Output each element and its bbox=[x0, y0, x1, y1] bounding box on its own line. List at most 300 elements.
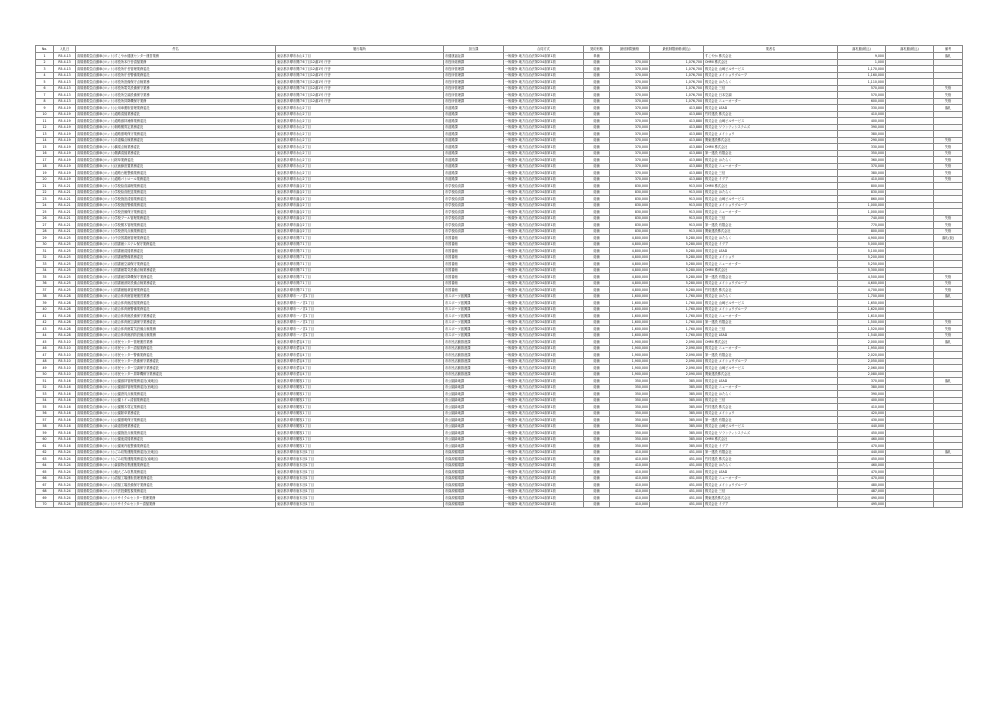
cell-bid-amount-1: 5,200,000 bbox=[838, 254, 886, 261]
cell-min-price: 350,000 bbox=[610, 391, 650, 398]
cell-min-price-tax: 413,880 bbox=[650, 163, 704, 170]
cell-no: 64 bbox=[36, 462, 54, 469]
cell-contract-method: 一般競争 地方自治法第234条第1項 bbox=[504, 79, 584, 86]
cell-remarks: 失格 bbox=[934, 319, 963, 326]
cell-subject: 高規格救急自動車(ヨット)市民センター管理運営業務 bbox=[76, 339, 276, 346]
cell-location: 東京都多摩市落合2丁目 bbox=[276, 215, 444, 222]
cell-subject: 高規格救急自動車(ヨット)緑道管理業務委託 bbox=[76, 423, 276, 430]
cell-subject: 高規格救急自動車(ヨット)道路照明保守業務委託 bbox=[76, 131, 276, 138]
cell-bid-amount-1: 860,000 bbox=[838, 196, 886, 203]
cell-no: 34 bbox=[36, 267, 54, 274]
cell-no: 69 bbox=[36, 495, 54, 502]
cell-bid-date: R5.4.13 bbox=[54, 79, 76, 86]
cell-vendor: 株式会社 メイショウグループ bbox=[704, 482, 838, 489]
cell-vendor: 関東建設株式会社 bbox=[704, 495, 838, 502]
cell-bid-amount-1: 370,000 bbox=[838, 163, 886, 170]
cell-bid-amount-1: 450,000 bbox=[838, 456, 886, 463]
cell-no: 8 bbox=[36, 98, 54, 105]
cell-department: 市道路課 bbox=[444, 163, 504, 170]
cell-bid-amount-1: 470,000 bbox=[838, 469, 886, 476]
cell-department: 市公園緑地課 bbox=[444, 417, 504, 424]
cell-department: 市役所管理課 bbox=[444, 85, 504, 92]
cell-department: 市市民活動推進課 bbox=[444, 358, 504, 365]
cell-bid-amount-1: 2,080,000 bbox=[838, 371, 886, 378]
cell-min-price: 1,900,000 bbox=[610, 339, 650, 346]
cell-contract-type: 総価 bbox=[584, 280, 610, 287]
cell-contract-type: 総価 bbox=[584, 144, 610, 151]
cell-no: 33 bbox=[36, 261, 54, 268]
cell-remarks: 落札 bbox=[934, 449, 963, 456]
cell-vendor: 第一建設 有限会社 bbox=[704, 222, 838, 229]
cell-no: 58 bbox=[36, 423, 54, 430]
cell-bid-date: R5.4.19 bbox=[54, 118, 76, 125]
cell-contract-method: 一般競争 地方自治法第234条第1項 bbox=[504, 59, 584, 66]
cell-remarks: 落札(仮) bbox=[934, 235, 963, 242]
cell-min-price-tax: 913,000 bbox=[650, 209, 704, 216]
cell-bid-amount-1: 330,000 bbox=[838, 144, 886, 151]
cell-contract-method: 一般競争 地方自治法第234条第1項 bbox=[504, 404, 584, 411]
cell-bid-amount-1: 5,100,000 bbox=[838, 248, 886, 255]
cell-department: 市健康福祉課 bbox=[444, 53, 504, 60]
cell-no: 1 bbox=[36, 53, 54, 60]
cell-department: 市道路課 bbox=[444, 111, 504, 118]
cell-remarks: 失格 bbox=[934, 215, 963, 222]
cell-location: 東京都多摩市関戸6丁目12番1号 庁舎 bbox=[276, 98, 444, 105]
cell-contract-method: 一般競争 地方自治法第234条第1項 bbox=[504, 248, 584, 255]
cell-bid-amount-1: 4,900,000 bbox=[838, 235, 886, 242]
cell-min-price: 4,800,000 bbox=[610, 274, 650, 281]
cell-department: 市スポーツ振興課 bbox=[444, 300, 504, 307]
cell-department: 市市民活動推進課 bbox=[444, 339, 504, 346]
cell-min-price-tax: 385,000 bbox=[650, 384, 704, 391]
cell-contract-type: 総価 bbox=[584, 235, 610, 242]
cell-min-price-tax: 1,076,700 bbox=[650, 79, 704, 86]
cell-vendor: すこやか 株式会社 bbox=[704, 53, 838, 60]
cell-min-price: 410,000 bbox=[610, 462, 650, 469]
cell-bid-date: R5.4.25 bbox=[54, 280, 76, 287]
cell-contract-method: 一般競争 地方自治法第234条第1項 bbox=[504, 378, 584, 385]
cell-contract-type: 総価 bbox=[584, 189, 610, 196]
cell-bid-date: R5.4.19 bbox=[54, 157, 76, 164]
cell-subject: 高規格救急自動車(ヨット)総合体育館設備保守業務委託 bbox=[76, 313, 276, 320]
cell-bid-amount-1: 410,000 bbox=[838, 176, 886, 183]
cell-min-price-tax: 5,280,000 bbox=[650, 241, 704, 248]
cell-min-price-tax: 385,000 bbox=[650, 423, 704, 430]
cell-min-price-tax: 385,000 bbox=[650, 410, 704, 417]
cell-vendor: 株式会社 はたらく bbox=[704, 235, 838, 242]
cell-contract-method: 一般競争 地方自治法第234条第1項 bbox=[504, 371, 584, 378]
cell-no: 2 bbox=[36, 59, 54, 66]
cell-min-price-tax: 2,090,000 bbox=[650, 352, 704, 359]
cell-location: 東京都多摩市一ノ宮1丁目 bbox=[276, 300, 444, 307]
cell-min-price: 370,000 bbox=[610, 72, 650, 79]
cell-contract-type: 総価 bbox=[584, 352, 610, 359]
cell-bid-amount-1: 1,110,000 bbox=[838, 79, 886, 86]
cell-subject: 高規格救急自動車(ヨット)道路パトロール業務委託 bbox=[76, 176, 276, 183]
cell-bid-date: R5.5.10 bbox=[54, 345, 76, 352]
cell-bid-amount-1: 410,000 bbox=[838, 404, 886, 411]
cell-vendor: 第一建設 有限会社 bbox=[704, 319, 838, 326]
cell-bid-amount-1: 480,000 bbox=[838, 482, 886, 489]
cell-subject: 高規格救急自動車(ヨット)市役所昇降機保守業務 bbox=[76, 98, 276, 105]
cell-no: 43 bbox=[36, 326, 54, 333]
cell-contract-type: 総価 bbox=[584, 105, 610, 112]
cell-location: 東京都多摩市唐木田1丁目 bbox=[276, 449, 444, 456]
cell-contract-type: 総価 bbox=[584, 241, 610, 248]
cell-bid-amount-1: 1,000 bbox=[838, 59, 886, 66]
cell-location: 東京都多摩市唐木田1丁目 bbox=[276, 482, 444, 489]
cell-min-price-tax: 1,760,000 bbox=[650, 300, 704, 307]
cell-vendor: 株式会社 ニューオーター bbox=[704, 475, 838, 482]
cell-contract-type: 総価 bbox=[584, 79, 610, 86]
cell-no: 44 bbox=[36, 332, 54, 339]
cell-bid-date: R5.5.16 bbox=[54, 423, 76, 430]
cell-location: 東京都多摩市落合2丁目 bbox=[276, 209, 444, 216]
cell-department: 市公園緑地課 bbox=[444, 391, 504, 398]
cell-contract-type: 総価 bbox=[584, 170, 610, 177]
cell-vendor: 竹村建設 株式会社 bbox=[704, 456, 838, 463]
cell-bid-date: R5.4.13 bbox=[54, 66, 76, 73]
cell-min-price-tax: 413,880 bbox=[650, 176, 704, 183]
cell-vendor: 株式会社 ニューオーター bbox=[704, 384, 838, 391]
cell-min-price: 1,600,000 bbox=[610, 326, 650, 333]
cell-location: 東京都多摩市関戸6丁目12番1号 庁舎 bbox=[276, 79, 444, 86]
cell-subject: 高規格救急自動車(ヨット)街路樹剪定業務委託 bbox=[76, 124, 276, 131]
cell-min-price-tax: 5,280,000 bbox=[650, 274, 704, 281]
cell-min-price: 830,000 bbox=[610, 196, 650, 203]
cell-min-price: 370,000 bbox=[610, 170, 650, 177]
cell-subject: 高規格救急自動車(ヨット)図書館植栽管理業務委託 bbox=[76, 287, 276, 294]
cell-bid-date: R5.4.21 bbox=[54, 215, 76, 222]
cell-remarks: 失格 bbox=[934, 150, 963, 157]
cell-no: 57 bbox=[36, 417, 54, 424]
cell-contract-type: 総価 bbox=[584, 430, 610, 437]
cell-bid-date: R5.4.19 bbox=[54, 150, 76, 157]
cell-min-price: 830,000 bbox=[610, 189, 650, 196]
cell-department: 市公園緑地課 bbox=[444, 436, 504, 443]
cell-subject: 高規格救急自動車(ヨット)学校施設清掃業務委託 bbox=[76, 196, 276, 203]
cell-bid-date: R5.4.19 bbox=[54, 170, 76, 177]
cell-vendor: 株式会社 LEAD bbox=[704, 332, 838, 339]
cell-bid-date: R5.5.24 bbox=[54, 501, 76, 508]
cell-bid-date: R5.5.24 bbox=[54, 456, 76, 463]
cell-vendor: 株式会社 ワランティシステムズ bbox=[704, 430, 838, 437]
cell-location: 東京都多摩市愛宕4丁目 bbox=[276, 345, 444, 352]
cell-min-price-tax: 913,000 bbox=[650, 183, 704, 190]
cell-location: 東京都多摩市一ノ宮1丁目 bbox=[276, 332, 444, 339]
cell-department: 市公園緑地課 bbox=[444, 430, 504, 437]
cell-no: 16 bbox=[36, 150, 54, 157]
cell-department: 市役所総務課 bbox=[444, 59, 504, 66]
cell-no: 53 bbox=[36, 391, 54, 398]
cell-bid-date: R5.5.10 bbox=[54, 365, 76, 372]
cell-vendor: 第一建設 有限会社 bbox=[704, 449, 838, 456]
cell-bid-amount-1: 420,000 bbox=[838, 410, 886, 417]
cell-min-price: 830,000 bbox=[610, 228, 650, 235]
cell-bid-amount-2 bbox=[886, 501, 934, 508]
cell-bid-amount-1: 487,000 bbox=[838, 488, 886, 495]
cell-department: 市道路課 bbox=[444, 124, 504, 131]
cell-min-price: 350,000 bbox=[610, 430, 650, 437]
cell-contract-method: 一般競争 地方自治法第234条第1項 bbox=[504, 176, 584, 183]
cell-vendor: 関東建設株式会社 bbox=[704, 371, 838, 378]
cell-min-price: 370,000 bbox=[610, 131, 650, 138]
cell-location: 東京都多摩市落合2丁目 bbox=[276, 183, 444, 190]
cell-vendor: 株式会社 三信 bbox=[704, 170, 838, 177]
cell-department: 市学校給食課 bbox=[444, 209, 504, 216]
cell-bid-amount-1: 390,000 bbox=[838, 124, 886, 131]
cell-vendor: 株式会社 メイショウ bbox=[704, 254, 838, 261]
cell-no: 60 bbox=[36, 436, 54, 443]
cell-subject: 高規格救急自動車(ヨット)公園トイレ清掃業務委託 bbox=[76, 397, 276, 404]
cell-bid-amount-1: 360,000 bbox=[838, 157, 886, 164]
cell-contract-method: 一般競争 地方自治法第234条第1項 bbox=[504, 417, 584, 424]
cell-no: 39 bbox=[36, 300, 54, 307]
cell-remarks: 失格 bbox=[934, 228, 963, 235]
cell-no: 32 bbox=[36, 254, 54, 261]
cell-min-price: 1,900,000 bbox=[610, 345, 650, 352]
cell-location: 東京都多摩市関戸6丁目12番1号 庁舎 bbox=[276, 92, 444, 99]
cell-no: 18 bbox=[36, 163, 54, 170]
cell-min-price: 350,000 bbox=[610, 378, 650, 385]
cell-bid-amount-1: 350,000 bbox=[838, 150, 886, 157]
cell-subject: 高規格救急自動車(ヨット)公園照明保守業務委託 bbox=[76, 417, 276, 424]
cell-department: 市役所管理課 bbox=[444, 92, 504, 99]
cell-subject: 高規格救急自動車(ヨット)総合体育館電気設備点検業務 bbox=[76, 326, 276, 333]
cell-bid-date: R5.4.28 bbox=[54, 326, 76, 333]
header-contract-type: 契約形態 bbox=[584, 46, 610, 53]
cell-subject: 高規格救急自動車(ヨット)市役所電気設備保守業務 bbox=[76, 85, 276, 92]
cell-bid-amount-1: 450,000 bbox=[838, 430, 886, 437]
cell-location: 東京都多摩市関戸6丁目12番1号 庁舎 bbox=[276, 59, 444, 66]
cell-min-price-tax: 385,000 bbox=[650, 443, 704, 450]
cell-vendor: 株式会社 LEAD bbox=[704, 378, 838, 385]
cell-location: 東京都多摩市鶴牧1丁目 bbox=[276, 443, 444, 450]
cell-min-price-tax: 913,000 bbox=[650, 215, 704, 222]
cell-contract-method: 一般競争 地方自治法第234条第1項 bbox=[504, 293, 584, 300]
cell-contract-method: 一般競争 地方自治法第234条第1項 bbox=[504, 111, 584, 118]
cell-contract-method: 一般競争 地方自治法第234条第1項 bbox=[504, 254, 584, 261]
cell-vendor: 株式会社 メイショウグループ bbox=[704, 280, 838, 287]
cell-contract-type: 総価 bbox=[584, 475, 610, 482]
cell-no: 10 bbox=[36, 111, 54, 118]
cell-remarks: 失格 bbox=[934, 280, 963, 287]
cell-subject: 高規格救急自動車(ヨット)学校給食配送業務委託 bbox=[76, 189, 276, 196]
cell-contract-type: 総価 bbox=[584, 423, 610, 430]
cell-bid-amount-1: 410,000 bbox=[838, 111, 886, 118]
cell-bid-date: R5.4.19 bbox=[54, 124, 76, 131]
cell-department: 市市民活動推進課 bbox=[444, 352, 504, 359]
cell-contract-method: 一般競争 地方自治法第234条第1項 bbox=[504, 469, 584, 476]
cell-min-price: 1,600,000 bbox=[610, 306, 650, 313]
cell-vendor: 株式会社 山崎ビルサービス bbox=[704, 66, 838, 73]
cell-contract-type: 総価 bbox=[584, 313, 610, 320]
cell-vendor: 株式会社 イデア bbox=[704, 443, 838, 450]
cell-subject: 高規格救急自動車(ヨット)リサイクルセンター清掃業務 bbox=[76, 501, 276, 508]
cell-vendor: 株式会社 はたらく bbox=[704, 79, 838, 86]
cell-subject: 高規格救急自動車(ヨット)公用車運転管理業務委託 bbox=[76, 105, 276, 112]
cell-bid-amount-1: 390,000 bbox=[838, 391, 886, 398]
cell-no: 48 bbox=[36, 358, 54, 365]
cell-bid-amount-1: 380,000 bbox=[838, 384, 886, 391]
cell-min-price: 370,000 bbox=[610, 66, 650, 73]
cell-contract-type: 総価 bbox=[584, 384, 610, 391]
cell-bid-amount-1: 440,000 bbox=[838, 449, 886, 456]
cell-contract-method: 一般競争 地方自治法第234条第1項 bbox=[504, 92, 584, 99]
cell-subject: 高規格救急自動車(ヨット)除草業務委託 bbox=[76, 157, 276, 164]
cell-bid-amount-1: 570,000 bbox=[838, 85, 886, 92]
cell-contract-type: 総価 bbox=[584, 137, 610, 144]
cell-vendor: 株式会社 メイショウグループ bbox=[704, 72, 838, 79]
cell-contract-type: 単価 bbox=[584, 53, 610, 60]
cell-min-price-tax: 913,000 bbox=[650, 202, 704, 209]
cell-location: 東京都多摩市永山2丁目 bbox=[276, 131, 444, 138]
cell-min-price: 830,000 bbox=[610, 222, 650, 229]
cell-contract-type: 総価 bbox=[584, 410, 610, 417]
cell-location: 東京都多摩市永山2丁目 bbox=[276, 144, 444, 151]
cell-department: 市道路課 bbox=[444, 118, 504, 125]
cell-subject: 高規格救急自動車(ヨット)公園維持管理業務委託(西地区) bbox=[76, 384, 276, 391]
header-location: 履行場所 bbox=[276, 46, 444, 53]
cell-vendor: 株式会社 山崎ビルサービス bbox=[704, 300, 838, 307]
cell-subject: 高規格救急自動車(ヨット)総合体育館管理運営業務 bbox=[76, 293, 276, 300]
cell-bid-amount-1: 800,000 bbox=[838, 228, 886, 235]
cell-no: 61 bbox=[36, 443, 54, 450]
cell-bid-date: R5.4.28 bbox=[54, 293, 76, 300]
cell-contract-method: 一般競争 地方自治法第234条第1項 bbox=[504, 53, 584, 60]
cell-department: 市役所管理課 bbox=[444, 72, 504, 79]
cell-bid-date: R5.5.24 bbox=[54, 488, 76, 495]
cell-contract-method: 一般競争 地方自治法第234条第1項 bbox=[504, 501, 584, 508]
cell-no: 23 bbox=[36, 196, 54, 203]
cell-department: 市道路課 bbox=[444, 150, 504, 157]
cell-remarks: 失格 bbox=[934, 157, 963, 164]
cell-contract-type: 総価 bbox=[584, 436, 610, 443]
cell-no: 67 bbox=[36, 482, 54, 489]
cell-no: 15 bbox=[36, 144, 54, 151]
cell-bid-date: R5.5.24 bbox=[54, 462, 76, 469]
cell-location: 東京都多摩市唐木田1丁目 bbox=[276, 495, 444, 502]
cell-bid-date: R5.4.19 bbox=[54, 137, 76, 144]
cell-contract-type: 総価 bbox=[584, 417, 610, 424]
cell-department: 市資源循環課 bbox=[444, 475, 504, 482]
cell-contract-type: 総価 bbox=[584, 202, 610, 209]
cell-bid-amount-1: 460,000 bbox=[838, 436, 886, 443]
cell-no: 59 bbox=[36, 430, 54, 437]
cell-bid-amount-1: 740,000 bbox=[838, 215, 886, 222]
cell-contract-type: 総価 bbox=[584, 449, 610, 456]
cell-min-price-tax: 1,760,000 bbox=[650, 332, 704, 339]
cell-contract-type: 総価 bbox=[584, 254, 610, 261]
cell-bid-amount-1: 1,700,000 bbox=[838, 293, 886, 300]
cell-contract-type: 総価 bbox=[584, 98, 610, 105]
cell-location: 東京都多摩市関戸1丁目 bbox=[276, 287, 444, 294]
cell-bid-amount-1: 4,500,000 bbox=[838, 274, 886, 281]
cell-subject: 高規格救急自動車(ヨット)市役所庁舎管理業務委託 bbox=[76, 66, 276, 73]
cell-department: 市学校給食課 bbox=[444, 183, 504, 190]
cell-bid-date: R5.5.24 bbox=[54, 495, 76, 502]
cell-min-price-tax: 385,000 bbox=[650, 397, 704, 404]
cell-department: 市資源循環課 bbox=[444, 462, 504, 469]
cell-no: 26 bbox=[36, 215, 54, 222]
cell-min-price-tax: 2,090,000 bbox=[650, 339, 704, 346]
cell-vendor: 株式会社 メイショウグループ bbox=[704, 306, 838, 313]
cell-department: 市市民活動推進課 bbox=[444, 345, 504, 352]
cell-subject: 高規格救急自動車(ヨット)公園除草業務委託 bbox=[76, 410, 276, 417]
cell-subject: 高規格救急自動車(ヨット)学校遊具点検業務委託 bbox=[76, 228, 276, 235]
cell-min-price-tax: 5,280,000 bbox=[650, 254, 704, 261]
cell-no: 5 bbox=[36, 79, 54, 86]
cell-min-price-tax: 385,000 bbox=[650, 436, 704, 443]
cell-vendor: 第一建設 有限会社 bbox=[704, 150, 838, 157]
cell-contract-type: 総価 bbox=[584, 391, 610, 398]
cell-min-price-tax: 1,760,000 bbox=[650, 293, 704, 300]
cell-location: 東京都多摩市唐木田1丁目 bbox=[276, 462, 444, 469]
cell-contract-type: 総価 bbox=[584, 365, 610, 372]
cell-min-price: 4,800,000 bbox=[610, 248, 650, 255]
cell-contract-method: 一般競争 地方自治法第234条第1項 bbox=[504, 443, 584, 450]
cell-remarks: 落札 bbox=[934, 339, 963, 346]
cell-contract-method: 一般競争 地方自治法第234条第1項 bbox=[504, 157, 584, 164]
cell-bid-date: R5.4.21 bbox=[54, 228, 76, 235]
cell-subject: 高規格救急自動車(ヨット)市役所設備保守点検業務 bbox=[76, 79, 276, 86]
cell-min-price-tax: 5,280,000 bbox=[650, 261, 704, 268]
cell-vendor: 株式会社 メイショウ bbox=[704, 131, 838, 138]
cell-department: 市資源循環課 bbox=[444, 456, 504, 463]
cell-contract-method: 一般競争 地方自治法第234条第1項 bbox=[504, 449, 584, 456]
cell-min-price: 410,000 bbox=[610, 495, 650, 502]
cell-subject: 高規格救急自動車(ヨット)すこやか健康センター運営業務 bbox=[76, 53, 276, 60]
cell-min-price-tax: 385,000 bbox=[650, 391, 704, 398]
cell-bid-amount-1: 470,000 bbox=[838, 475, 886, 482]
cell-min-price-tax: 413,880 bbox=[650, 124, 704, 131]
cell-bid-date: R5.4.25 bbox=[54, 248, 76, 255]
cell-location: 東京都多摩市永山1丁目 bbox=[276, 53, 444, 60]
cell-min-price: 830,000 bbox=[610, 202, 650, 209]
cell-contract-method: 一般競争 地方自治法第234条第1項 bbox=[504, 196, 584, 203]
cell-contract-type: 総価 bbox=[584, 456, 610, 463]
cell-contract-type: 総価 bbox=[584, 176, 610, 183]
cell-min-price-tax: 413,880 bbox=[650, 144, 704, 151]
cell-location: 東京都多摩市一ノ宮1丁目 bbox=[276, 326, 444, 333]
cell-department: 市図書館 bbox=[444, 280, 504, 287]
cell-location: 東京都多摩市関戸1丁目 bbox=[276, 254, 444, 261]
cell-bid-date: R5.4.21 bbox=[54, 183, 76, 190]
cell-min-price: 370,000 bbox=[610, 111, 650, 118]
cell-contract-method: 一般競争 地方自治法第234条第1項 bbox=[504, 222, 584, 229]
cell-location: 東京都多摩市永山2丁目 bbox=[276, 118, 444, 125]
cell-bid-amount-1: 600,000 bbox=[838, 98, 886, 105]
cell-min-price: 1,900,000 bbox=[610, 352, 650, 359]
cell-no: 17 bbox=[36, 157, 54, 164]
cell-no: 41 bbox=[36, 313, 54, 320]
cell-subject: 高規格救急自動車(ヨット)図書館空調保守業務委託 bbox=[76, 261, 276, 268]
cell-location: 東京都多摩市一ノ宮1丁目 bbox=[276, 313, 444, 320]
cell-remarks: 失格 bbox=[934, 332, 963, 339]
cell-bid-date: R5.5.16 bbox=[54, 436, 76, 443]
cell-contract-method: 一般競争 地方自治法第234条第1項 bbox=[504, 358, 584, 365]
table-body bbox=[36, 53, 963, 508]
cell-vendor: 株式会社 三信 bbox=[704, 326, 838, 333]
cell-bid-date: R5.5.16 bbox=[54, 417, 76, 424]
cell-contract-type: 総価 bbox=[584, 371, 610, 378]
cell-min-price: 1,600,000 bbox=[610, 300, 650, 307]
cell-location: 東京都多摩市鶴牧1丁目 bbox=[276, 391, 444, 398]
cell-vendor: 株式会社 はたらく bbox=[704, 391, 838, 398]
cell-contract-type: 総価 bbox=[584, 397, 610, 404]
cell-min-price-tax: 913,000 bbox=[650, 189, 704, 196]
cell-subject: 高規格救急自動車(ヨット)ごみ収集運搬業務委託(南地区) bbox=[76, 456, 276, 463]
